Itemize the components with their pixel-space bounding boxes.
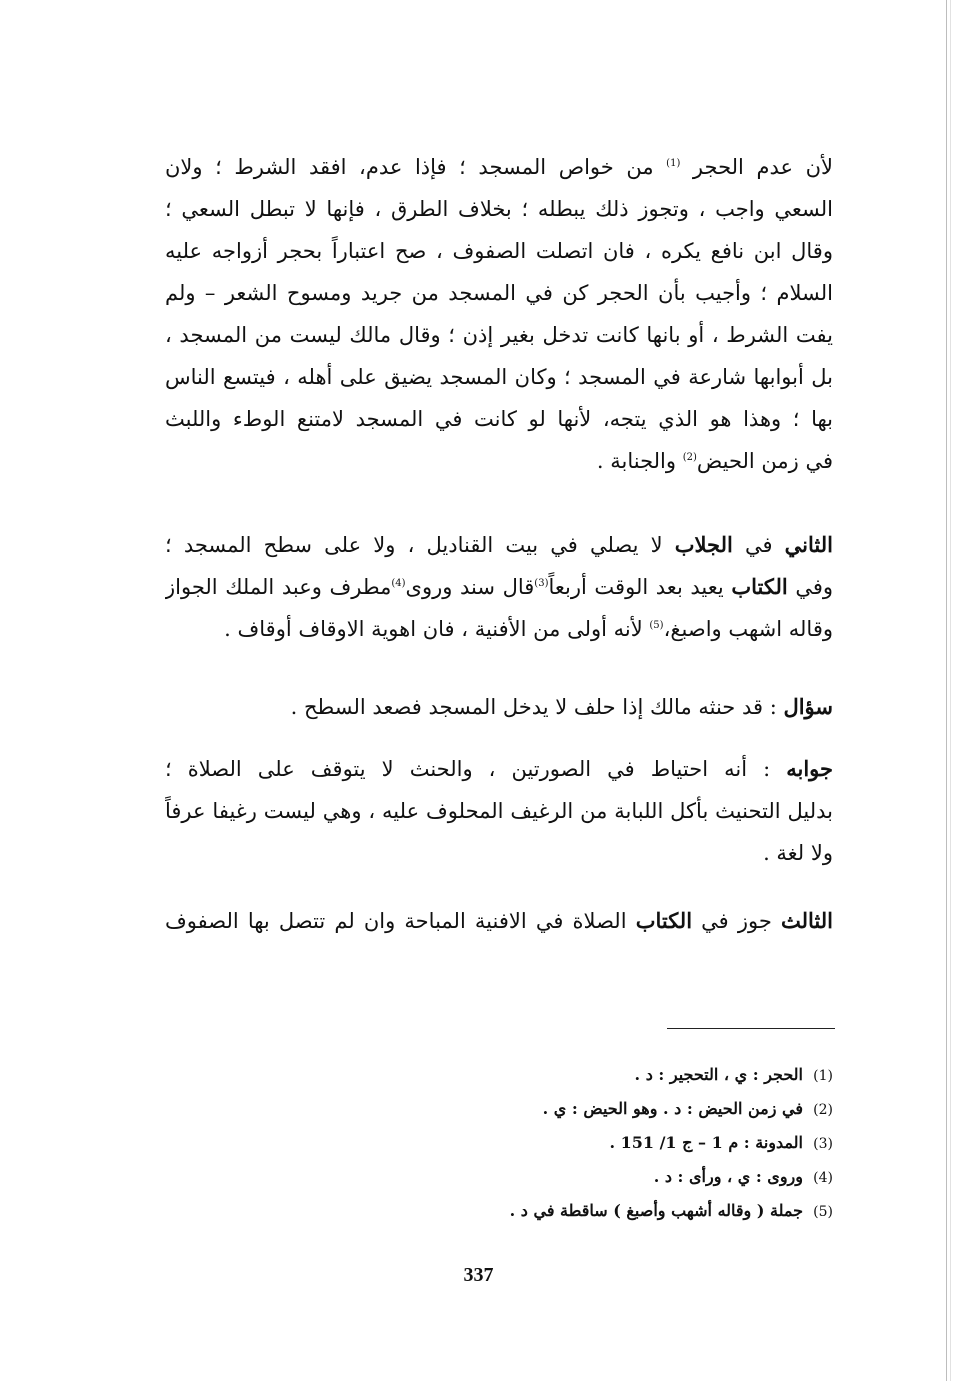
footnote: (5)جملة ( وقاله أشهب وأصبغ ) ساقطة في د . (300, 1194, 833, 1228)
footnote: (4)وروى : ي ، ورأى : د . (300, 1160, 833, 1194)
text-line: الثاني في الجلاب لا يصلي في بيت القناديل ، ولا على سطح المسجد ؛ (165, 532, 833, 557)
footnote-separator (667, 1028, 835, 1029)
footnote-ref: (1) (666, 158, 681, 169)
paragraph-4 (165, 748, 833, 874)
question-label: سؤال (783, 694, 833, 719)
text-line: بل أبوابها شارعة في المسجد ؛ وكان المسجد يضيق على أهله ، فيتسع الناس (165, 365, 833, 389)
text-line: السعي واجب ، وتجوز ذلك يبطله ؛ بخلاف الطرق ، فإنها لا تبطل السعي ؛ (165, 197, 833, 221)
footnote-number: (4) (813, 1170, 833, 1186)
footnote: (2)في زمن الحيض : د . وهو الحيض : ي . (300, 1092, 833, 1126)
text-line: وقاله اشهب واصبغ،$^{(5)}$ لأنه أولى من الأفنية ، فان اهوية الاوقاف أوقاف . (224, 617, 833, 641)
text-line: سؤال : قد حنثه مالك إذا حلف لا يدخل المسجد فصعد السطح . (290, 694, 833, 719)
text-line: في زمن الحيض$^{(2)}$ والجنابة . (596, 449, 833, 473)
paragraph-5 (165, 900, 833, 942)
paragraph-3 (165, 686, 833, 728)
text-line: وفي الكتاب يعيد بعد الوقت أربعاً$^{(3)}$قال سند وروى$^{(4)}$مطرف وعبد الملك الجواز (165, 574, 833, 599)
text-line: بدليل التحنيث بأكل اللبابة من الرغيف المحلوف عليه ، وهي ليست رغيفا عرفاً (165, 799, 833, 823)
answer-label: جوابه (786, 756, 833, 781)
text-line: السلام ؛ وأجيب بأن الحجر كن في المسجد من جريد ومسوح الشعر – ولم (165, 281, 833, 305)
footnote-ref: (4) (391, 578, 406, 589)
book-reference: الجلاب (674, 532, 733, 557)
footnote-ref: (2) (682, 452, 697, 463)
page-number: 337 (463, 1264, 494, 1286)
text-line: بها ؛ وهذا هو الذي يتجه، لأنها لو كانت في المسجد لامتنع الوطء واللبث (165, 407, 833, 431)
text-line: يفت الشرط ، أو بانها كانت تدخل بغير إذن ؛ وقال مالك ليست من المسجد ، (165, 323, 833, 347)
book-reference: الكتاب (635, 908, 693, 933)
text-line: ولا لغة . (763, 841, 833, 865)
text-line: الثالث جوز في الكتاب الصلاة في الافنية المباحة وان لم تتصل بها الصفوف (165, 908, 833, 933)
footnote-number: (2) (813, 1102, 833, 1118)
footnotes (300, 1058, 833, 1228)
page-edge-shadow (950, 0, 951, 1381)
footnote: (1)الحجر : ي ، التحجير : د . (300, 1058, 833, 1092)
paragraph-2 (165, 524, 833, 650)
footnote-ref: (3) (534, 578, 549, 589)
section-heading: الثالث (781, 908, 833, 933)
footnote-number: (1) (813, 1068, 833, 1084)
paragraph-1 (165, 146, 833, 482)
text-line: وقال ابن نافع يكره ، فان اتصلت الصفوف ، صح اعتباراً بحجر أزواجه عليه (165, 239, 833, 263)
book-reference: الكتاب (731, 574, 788, 599)
text-line: لأن عدم الحجر $^{(1)}$ من خواص المسجد ؛ فإذا عدم، افقد الشرط ؛ ولان (165, 155, 833, 179)
text-line: جوابه : أنه احتياط في الصورتين ، والحنث لا يتوقف على الصلاة ؛ (165, 756, 833, 781)
footnote: (3)المدونة : م 1 – ج 1/ 151 . (300, 1126, 833, 1160)
footnote-number: (5) (813, 1204, 833, 1220)
footnote-number: (3) (813, 1136, 833, 1152)
page-edge (946, 0, 947, 1381)
section-heading: الثاني (784, 532, 833, 557)
footnote-ref: (5) (649, 620, 664, 631)
